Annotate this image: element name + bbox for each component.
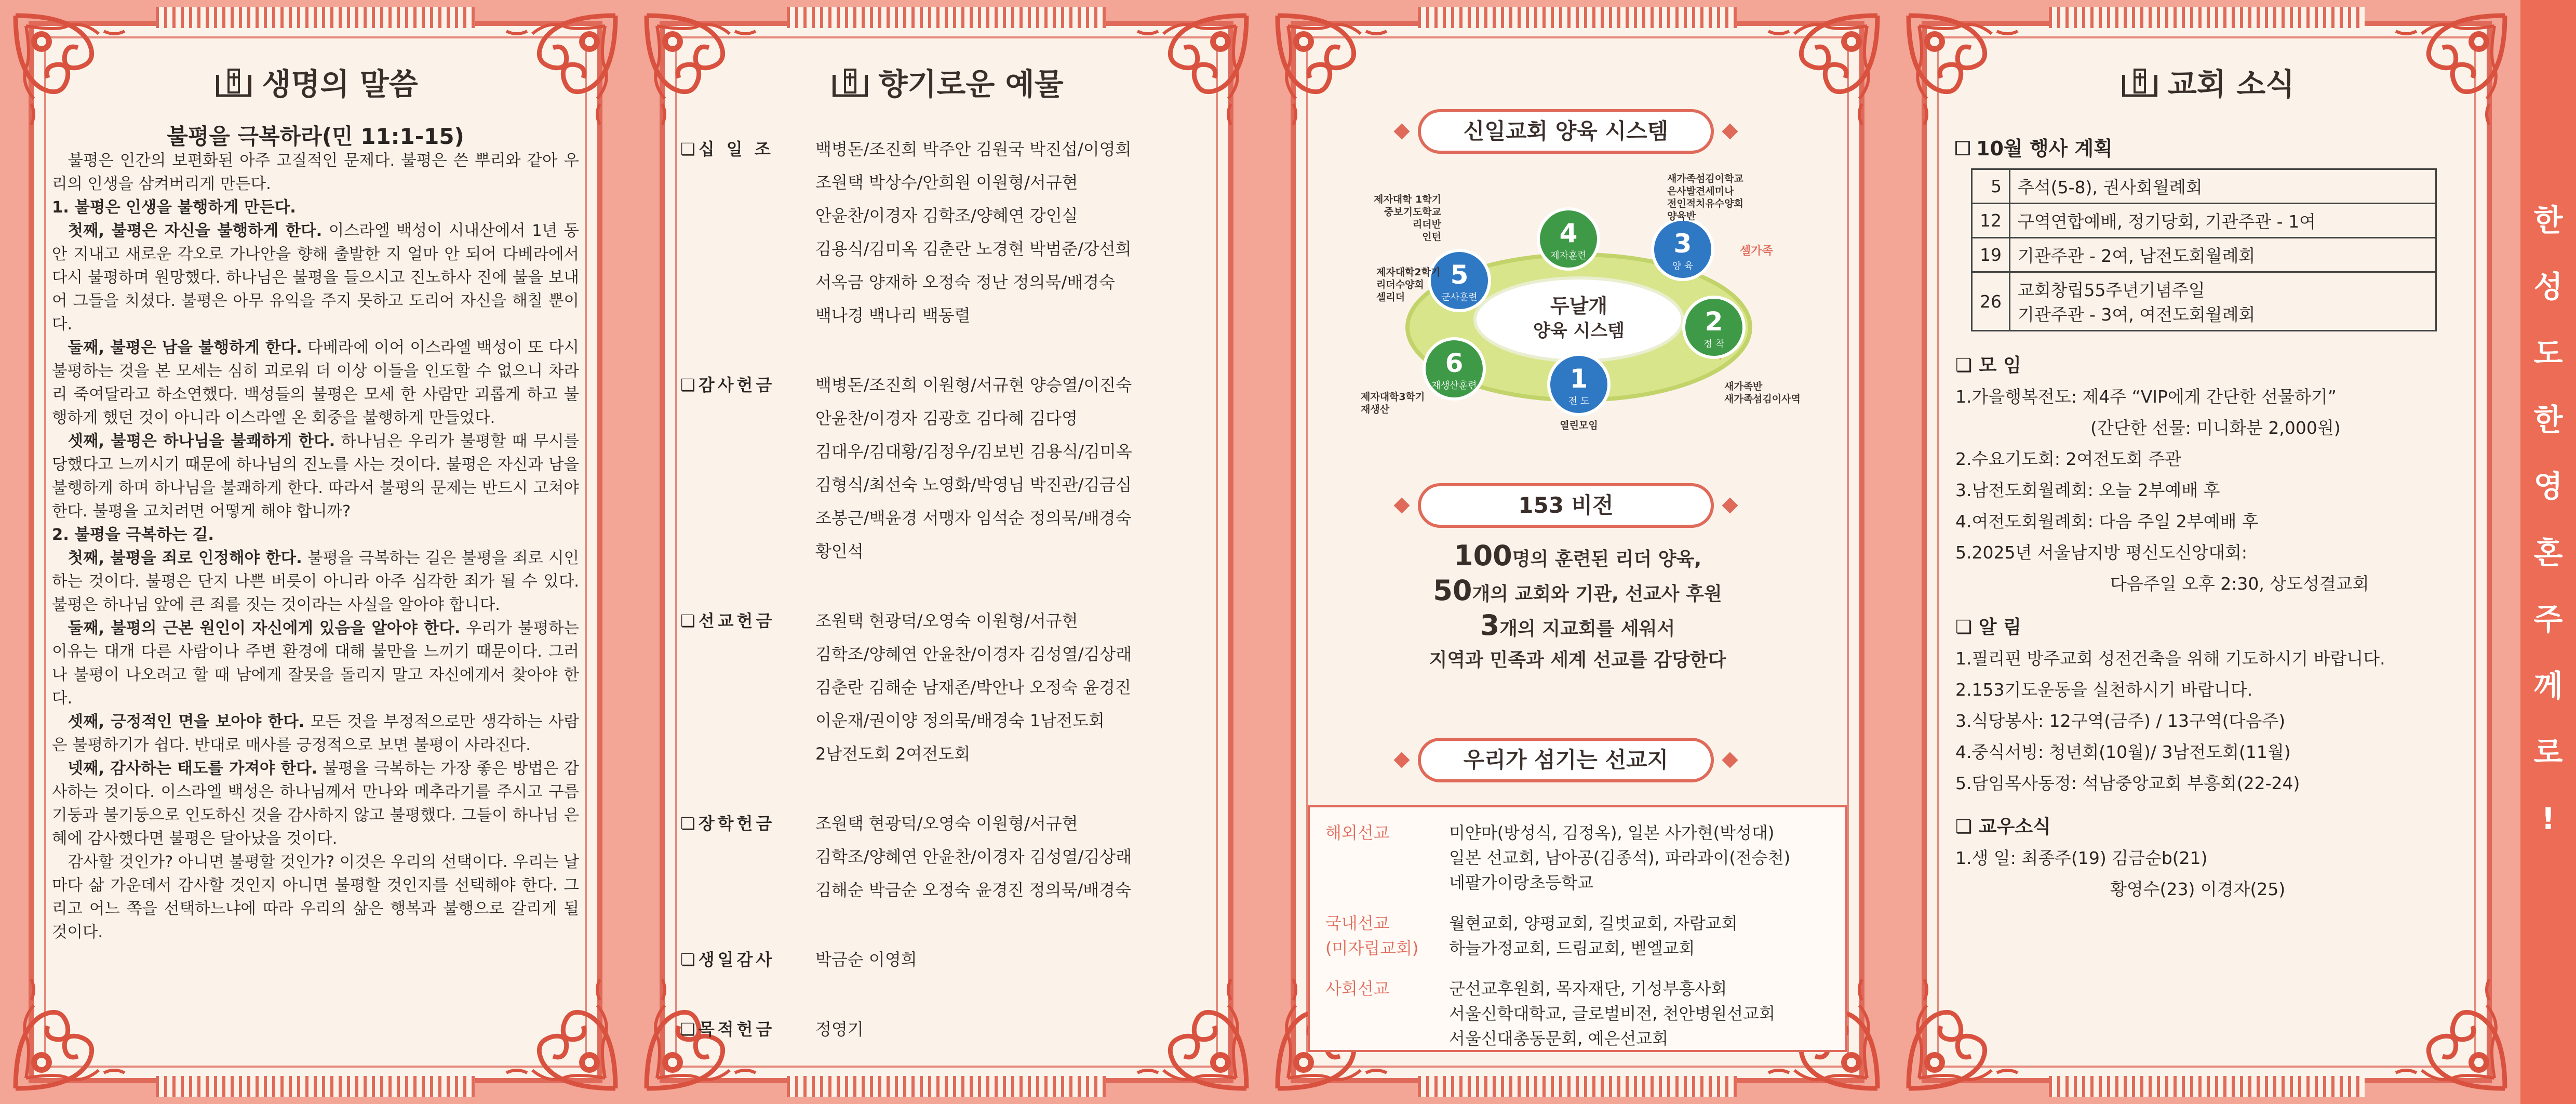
meeting-item: (간단한 선물: 미니화분 2,000원) [2090,418,2341,438]
corner-ornament-icon [1763,10,1883,130]
event-day: 12 [1972,204,2010,238]
meeting-item: 3.남전도회월례회: 오늘 2부예배 후 [1955,480,2220,500]
offering-name-line: 김춘란 김해순 남재존/박안나 오정숙 윤경진 [815,677,1131,697]
sermon-paragraph: 감사할 것인가? 아니면 불평할 것인가? 이것은 우리의 선택이다. 우리는 날마다 삶 가운데서 감사할 것인지 아니면 불평할 것인지를 선택해야 한다. 그리고 어느 쪽을 선택하느냐에 따라 우리의 삶은 행복과 불행으로 갈리게 될 것이다. [52,853,579,941]
side-motto-char: 께 [2533,668,2563,703]
offering-label: ❏목적헌금 [680,1019,775,1039]
event-row [1972,238,2436,272]
meeting-item: 2.수요기도회: 2여전도회 주관 [1955,449,2182,469]
sermon-point: 셋째, 긍정적인 면을 보아야 한다. [68,713,305,731]
offering-name-line: 김대우/김대황/김정우/김보빈 김용식/김미옥 [815,442,1132,461]
offering-name-line: 김형식/최선숙 노영화/박영님 박진관/김금심 [815,475,1132,495]
offering-names [815,368,1215,568]
offering-section [680,604,1215,770]
offering-name-line: 안윤찬/이경자 김학조/양혜연 강인실 [815,206,1078,225]
cycle-node-label: 재생산훈련 [1431,380,1477,391]
decorative-stripe-top [787,7,1106,28]
offering-name-line: 백병돈/조진희 이원형/서규현 양승열/이진숙 [815,375,1132,395]
offering-name-line: 정영기 [815,1019,864,1039]
cycle-node-caption: 열린모임 [1560,420,1598,431]
offering-label: ❏장학헌금 [680,814,775,833]
corner-ornament-icon [501,974,621,1094]
mission-label: 해외선교 [1325,823,1390,843]
mission-label: 국내선교 (미자립교회) [1325,913,1419,958]
offering-name-line: 조원택 박상수/안희원 이원형/서규현 [815,172,1078,192]
mission-text [1449,820,1830,895]
cycle-center [1475,278,1683,361]
event-text: 교회창립55주년기념주일 기관주관 - 3여, 여전도회월례회 [2010,272,2436,331]
events-heading [1955,132,2474,161]
vision-line [1304,540,1852,575]
sermon-point: 둘째, 불평은 남을 불행하게 한다. [68,339,302,357]
members-heading: ❏ 교우소식 [1955,816,2051,837]
offering-section [680,132,1215,332]
panel-title-text: 교회 소식 [2167,66,2295,102]
notice-item: 1.필리핀 방주교회 성전건축을 위해 기도하시기 바랍니다. [1955,648,2385,669]
meeting-item: 1.가을행복전도: 제4주 “VIP에게 간단한 선물하기” [1955,387,2337,407]
offering-name-line: 백병돈/조진희 박주안 김원국 박진섭/이영희 [815,139,1132,159]
events-table [1971,168,2437,331]
vision-number: 100 [1454,539,1512,572]
meetings-heading: ❏ 모 임 [1955,355,2021,376]
panel-title-text: 향기로운 예물 [878,66,1064,102]
cycle-node-label: 군사훈련 [1441,292,1478,303]
decorative-stripe-top [2049,7,2365,28]
side-motto-char: 한 [2533,203,2563,238]
bible-book-icon [829,68,871,99]
panel-news [1893,0,2520,1104]
offering-list [680,132,1215,1082]
sermon-paragraph: 넷째, 감사하는 태도를 가져야 한다. 불평을 극복하는 가장 좋은 방법은 감사하는 것이다. 이스라엘 백성은 하나님께서 만나와 메추라기를 주시고 구름기둥과 불기둥으로 인도하신 것을 감사하지 않고 불평했다. 그들이 하나님 은혜에 감사했다면 불평은 달아났을 것이다. [52,760,579,848]
event-day: 26 [1972,272,2010,331]
corner-ornament-icon [1272,10,1392,130]
offering-name-line: 김학조/양혜연 안윤찬/이경자 김성열/김상래 [815,847,1132,867]
sermon-paragraph: 첫째, 불평은 자신을 불행하게 한다. 이스라엘 백성이 시내산에서 1년 동안 지내고 새로운 각오로 가나안을 향해 출발한 지 얼마 안 되어 다베라에서 다시 불평하며 원망했다. 하나님은 불평을 들으시고 진노하사 진에 불을 보내어 그들을 치셨다. 불평은 아무 유익을 주지 못하고 도리어 자신을 해칠 뿐이다. [52,222,579,334]
side-motto-strip [2520,0,2576,1104]
decorative-stripe-top [156,7,475,28]
sermon-point: 넷째, 감사하는 태도를 가져야 한다. [68,760,318,778]
sermon-paragraphs [52,149,579,944]
cycle-node-number: 4 [1559,218,1578,248]
decorative-stripe-bottom [1418,1076,1737,1097]
mission-text [1449,911,1830,961]
event-row [1972,272,2436,331]
side-motto-char: 혼 [2533,535,2563,570]
cycle-node-caption: 은사발견세미나 [1667,185,1734,197]
meeting-item: 다음주일 오후 2:30, 상도성결교회 [2110,574,2369,594]
offering-name-line: 조원택 현광덕/오영숙 이원형/서규현 [815,611,1078,631]
panel-title [1893,60,2520,103]
event-row [1972,204,2436,238]
sermon-heading: 2. 불평을 극복하는 길. [52,526,214,544]
mission-line: 일본 선교회, 남아공(김종석), 파라과이(전승천) [1449,848,1791,868]
cycle-node-caption: 양육반 [1667,210,1696,222]
offering-label: ❏생일감사 [680,950,775,969]
sermon-point: 둘째, 불평의 근본 원인이 자신에게 있음을 알아야 한다. [68,619,461,637]
offering-section [680,368,1215,568]
meetings-list [1955,381,2474,600]
meeting-item: 4.여전도회월례회: 다음 주일 2부예배 후 [1955,511,2259,531]
vision-number: 3 [1480,609,1500,642]
mission-line: 하늘가정교회, 드림교회, 벧엘교회 [1449,938,1695,958]
bible-book-icon [2119,68,2161,99]
corner-ornament-icon [10,974,130,1094]
sermon-body [52,125,579,944]
side-motto-char: 영 [2533,469,2563,504]
event-text: 기관주관 - 2여, 남전도회월례회 [2010,238,2436,272]
offering-label: ❏십 일 조 [680,139,774,159]
cycle-node-number: 3 [1673,229,1692,259]
event-day: 19 [1972,238,2010,272]
news-body [1955,132,2474,905]
cycle-node-label: 양 육 [1672,261,1694,272]
cycle-node-caption: 제자대학 1학기 [1374,194,1441,205]
offering-section [680,1013,1215,1046]
vision-text: 명의 훈련된 리더 양육, [1512,549,1701,570]
offering-name-line: 서옥금 양재하 오정숙 정난 정의묵/배경숙 [815,272,1115,292]
cycle-node-caption: 셀리더 [1376,291,1405,303]
side-motto-char: 주 [2533,602,2563,637]
vision-text: 지역과 민족과 세계 선교를 감당한다 [1429,649,1726,671]
cycle-node-caption: 새가족섬김이학교 [1667,173,1743,184]
offering-section [680,807,1215,907]
side-motto-text [2520,187,2576,852]
panel-sermon [0,0,631,1104]
sermon-point: 셋째, 불평은 하나님을 불쾌하게 한다. [68,432,336,450]
cycle-node-caption: 새가족섬김이사역 [1724,393,1801,405]
offering-name-line: 조봉근/백윤경 서맹자 임석순 정의묵/배경숙 [815,508,1132,528]
mission-row [1325,820,1830,895]
birthday-line: 1.생 일: 최종주(19) 김금순b(21) [1955,848,2208,868]
event-day: 5 [1972,169,2010,204]
panel-vision [1262,0,1893,1104]
cycle-node-number: 6 [1445,348,1464,378]
side-motto-char: 로 [2533,735,2563,770]
notice-item: 2.153기도운동을 실천하시기 바랍니다. [1955,680,2253,700]
side-motto-char: 도 [2533,336,2563,371]
offering-label: ❏선교헌금 [680,611,775,631]
sermon-paragraph: 둘째, 불평의 근본 원인이 자신에게 있음을 알아야 한다. 우리가 불평하는 이유는 대개 다른 사람이나 주변 환경에 대해 불만을 느끼기 때문이다. 그러나 불평이 나오려고 할 때 남에게 잘못을 돌리지 말고 자신에게서 찾아야 한다. [52,619,579,708]
mission-label: 사회선교 [1325,979,1390,999]
notices-heading: ❏ 알 림 [1955,617,2021,638]
corner-ornament-icon [2391,974,2510,1094]
offering-name-line: 박금순 이영희 [815,950,917,969]
offering-name-line: 조원택 현광덕/오영숙 이원형/서규현 [815,814,1078,833]
decorative-stripe-bottom [156,1076,475,1097]
mission-row [1325,976,1830,1051]
notice-item: 3.식당봉사: 12구역(금주) / 13구역(다음주) [1955,711,2286,731]
offering-names [815,1013,1215,1046]
offering-names [815,943,1215,976]
cycle-node-label: 제자훈련 [1550,250,1587,261]
mission-list [1308,805,1847,1052]
offering-name-line: 이운재/권이양 정의묵/배경숙 1남전도회 [815,711,1105,730]
mission-line: 월현교회, 양평교회, 길벗교회, 자람교회 [1449,913,1738,933]
mission-title-banner: 우리가 섬기는 선교지 [1418,738,1714,782]
mission-text [1449,976,1830,1051]
sermon-paragraph: 둘째, 불평은 남을 불행하게 한다. 다베라에 이어 이스라엘 백성이 또 다시 불평하는 것을 본 모세는 심히 괴로워 더 이상 이들을 인도할 수 없으니 차라리 죽여달라고 하소연했다. 백성들의 불평은 모세 한 사람만 괴롭게 하고 불행하게 했던 것이 아니라 이스라엘 온 회중을 불행하게 만들었다. [52,339,579,427]
notice-item: 4.중식서빙: 청년회(10월)/ 3남전도회(11월) [1955,742,2291,762]
decorative-stripe-bottom [2049,1076,2365,1097]
side-tag: 셀가족 [1740,245,1773,258]
offering-name-line: 김학조/양혜연 안윤찬/이경자 김성열/김상래 [815,644,1132,664]
sermon-point: 첫째, 불평을 죄로 인정해야 한다. [68,549,302,567]
offering-names [815,132,1215,332]
mission-line: 네팔가이랑초등학교 [1449,873,1594,893]
mission-line: 미얀마(방성식, 김정옥), 일본 사가현(박성대) [1449,823,1775,843]
corner-ornament-icon [1903,974,2023,1094]
vision-line [1304,610,1852,645]
mission-row [1325,911,1830,961]
event-row [1972,169,2436,204]
panel-title-text: 생명의 말씀 [262,66,418,102]
sermon-paragraph: 불평은 인간의 보편화된 아주 고질적인 문제다. 불평은 쓴 뿌리와 같아 우리의 인생을 삼켜버리게 만든다. [52,152,579,193]
sermon-title: 불평을 극복하라(민 11:1-15) [167,124,464,149]
checkbox-square-icon [1955,141,1970,155]
sermon-paragraph: 셋째, 불평은 하나님을 불쾌하게 한다. 하나님은 우리가 불평할 때 무시를 당했다고 느끼시기 때문에 하나님의 진노를 사는 것이다. 불평은 자신과 남을 불행하게 하며 하나님을 불쾌하게 한다. 따라서 불평의 문제는 반드시 고쳐야 한다. 불평을 고치려면 어떻게 해야 합니까? [52,432,579,521]
offering-names [815,604,1215,770]
vision-statement [1304,540,1852,676]
side-motto-char: 한 [2533,402,2563,437]
sermon-point: 첫째, 불평은 자신을 불행하게 한다. [68,222,323,240]
cycle-node-label: 전 도 [1568,396,1590,407]
meeting-item: 5.2025년 서울남지방 평신도신앙대회: [1955,542,2247,563]
event-text: 구역연합예배, 정기당회, 기관주관 - 1여 [2010,204,2436,238]
offering-section [680,943,1215,976]
offering-name-line: 안윤찬/이경자 김광호 김다혜 김다영 [815,408,1078,428]
sermon-paragraph: 첫째, 불평을 죄로 인정해야 한다. 불평을 극복하는 길은 불평을 죄로 시인하는 것이다. 불평은 단지 나쁜 버릇이 아니라 아주 심각한 죄가 될 수 있다. 불평은 하나님 앞에 큰 죄를 짓는 것이라는 사실을 알아야 합니다. [52,549,579,614]
cycle-node-caption: 제자대학3학기 [1361,391,1425,403]
offering-name-line: 김용식/김미옥 김춘란 노경현 박범준/강선희 [815,239,1132,259]
offering-name-line: 황인석 [815,541,864,561]
decorative-stripe-top [1418,7,1737,28]
offering-name-line: 백나경 백나리 백동렬 [815,305,971,325]
cycle-node-caption: 새가족반 [1724,381,1763,392]
panel-title [0,60,631,103]
side-motto-char: ! [2541,801,2555,836]
panel-offerings [631,0,1262,1104]
birthday-line: 황영수(23) 이경자(25) [2110,879,2286,899]
events-heading-text: 10월 행사 계획 [1976,137,2113,160]
vision-text: 개의 교회와 기관, 선교사 후원 [1472,583,1722,605]
cycle-node-number: 1 [1569,364,1588,394]
cycle-node-label: 정 착 [1703,339,1725,350]
notice-item: 5.담임목사동정: 석남중앙교회 부흥회(22-24) [1955,773,2300,793]
vision-number: 50 [1433,574,1472,607]
offering-label: ❏감사헌금 [680,375,775,395]
side-motto-char: 성 [2533,269,2563,304]
cycle-node-number: 2 [1705,307,1723,337]
cycle-node-number: 5 [1450,260,1469,290]
event-text: 추석(5-8), 권사회월례회 [2010,169,2436,204]
cycle-node-caption: 인턴 [1422,231,1441,243]
vision-title-banner: 153 비전 [1418,483,1714,528]
notices-list [1955,643,2474,799]
growth-cycle-diagram [1324,171,1833,483]
cycle-node-caption: 제자대학2학기 [1376,267,1441,278]
system-title-banner: 신일교회 양육 시스템 [1418,109,1714,154]
mission-line: 서울신학대학교, 글로벌비전, 천안병원선교회 [1449,1004,1776,1023]
cycle-node-caption: 리더반 [1412,219,1441,230]
vision-line [1304,645,1852,676]
offering-name-line: 김해순 박금순 오정숙 윤경진 정의묵/배경숙 [815,880,1131,900]
cycle-node-caption: 리더수양회 [1376,279,1424,290]
offering-name-line: 2남전도회 2여전도회 [815,744,971,764]
bible-book-icon [213,68,254,99]
center-label-line1: 두날개 [1550,295,1608,317]
cycle-node-caption: 재생산 [1361,404,1390,415]
panel-title [631,60,1262,103]
mission-line: 서울신대총동문회, 예은선교회 [1449,1029,1669,1048]
cycle-node-caption: 중보기도학교 [1384,206,1441,218]
offering-names [815,807,1215,907]
vision-line [1304,575,1852,610]
center-label-line2: 양육 시스템 [1533,321,1625,341]
vision-text: 개의 지교회를 세워서 [1499,618,1675,640]
cycle-node-caption: 전인적치유수양회 [1667,198,1743,209]
sermon-heading: 1. 불평은 인생을 불행하게 만든다. [52,198,296,217]
mission-line: 군선교후원회, 목자재단, 기성부흥사회 [1449,979,1727,999]
sermon-paragraph: 셋째, 긍정적인 면을 보아야 한다. 모든 것을 부정적으로만 생각하는 사람은 불평하기가 쉽다. 반대로 매사를 긍정적으로 보면 불평이 사라진다. [52,713,579,754]
